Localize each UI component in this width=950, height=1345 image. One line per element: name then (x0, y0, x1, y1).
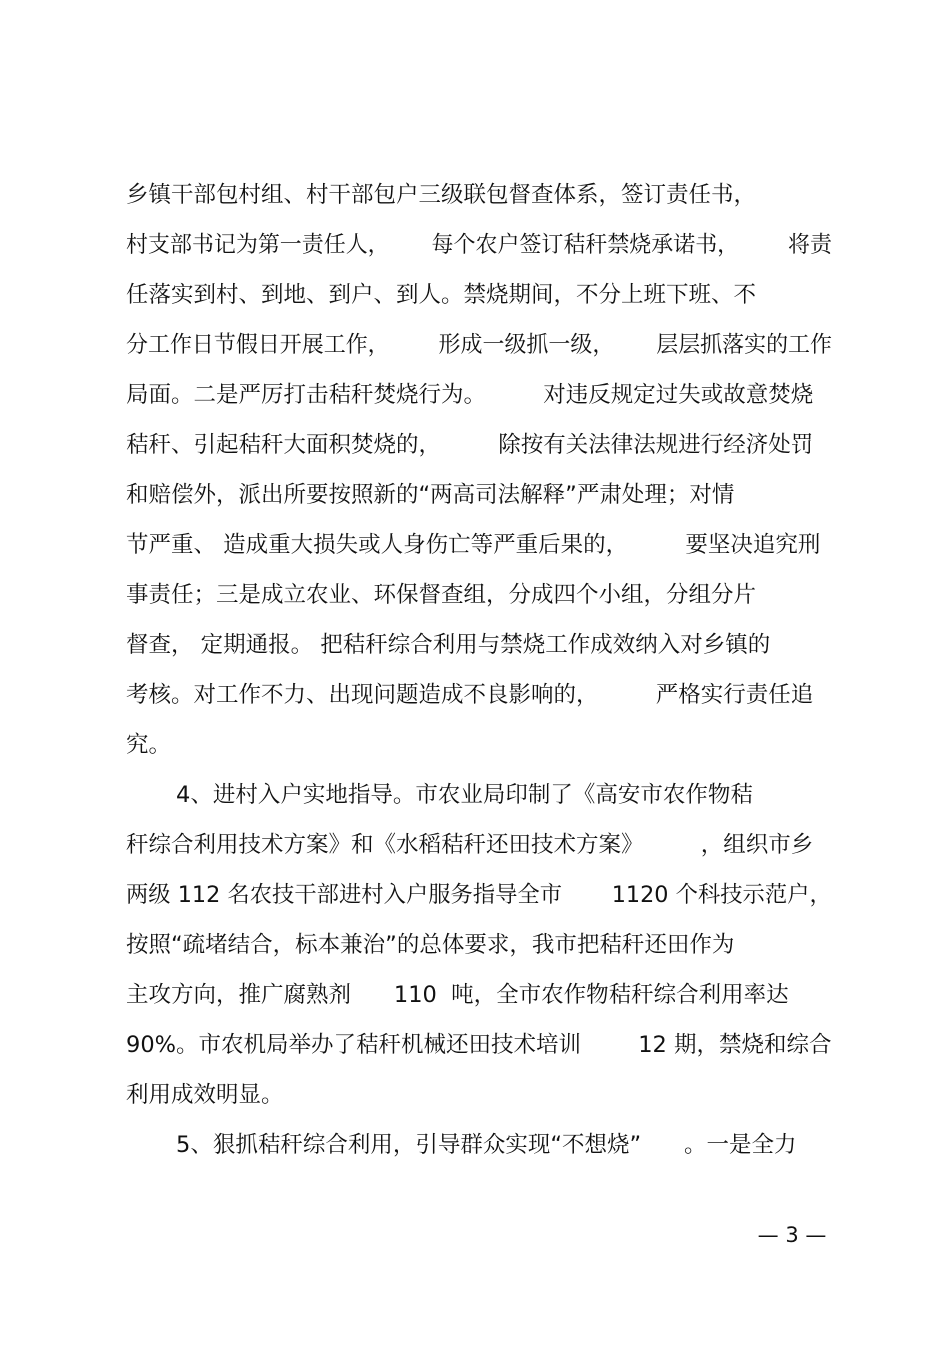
paragraph-first-line: 5、狠抓秸秆综合利用，引导群众实现“不想烧” 。一是全力 (176, 1132, 797, 1158)
text-line: 任落实到村、到地、到户、到人。禁烧期间，不分上班下班、不 (126, 282, 757, 308)
text-line: 分工作日节假日开展工作， 形成一级抓一级， 层层抓落实的工作 (126, 332, 832, 358)
text-line: 节严重、 造成重大损失或人身伤亡等严重后果的， 要坚决追究刑 (126, 532, 821, 558)
text-line: 乡镇干部包村组、村干部包户三级联包督查体系，签订责任书， (126, 182, 757, 208)
text-line: 两级 112 名农技干部进村入户服务指导全市 1120 个科技示范户， (126, 882, 832, 908)
text-line: 考核。对工作不力、出现问题造成不良影响的， 严格实行责任追 (126, 682, 814, 708)
text-line: 利用成效明显。 (126, 1082, 284, 1108)
text-line: 督查， 定期通报。 把秸秆综合利用与禁烧工作成效纳入对乡镇的 (126, 632, 771, 658)
paragraph-first-line: 4、进村入户实地指导。市农业局印制了《高安市农作物秸 (176, 782, 753, 808)
text-line: 90%。市农机局举办了秸秆机械还田技术培训 12 期，禁烧和综合 (126, 1032, 832, 1058)
text-line: 秆综合利用技术方案》和《水稻秸秆还田技术方案》 ，组织市乡 (126, 832, 814, 858)
text-line: 秸秆、引起秸秆大面积焚烧的， 除按有关法律法规进行经济处罚 (126, 432, 814, 458)
text-line: 村支部书记为第一责任人， 每个农户签订秸秆禁烧承诺书， 将责 (126, 232, 832, 258)
text-line: 主攻方向，推广腐熟剂 110 吨，全市农作物秸秆综合利用率达 (126, 982, 789, 1008)
text-line: 和赔偿外，派出所要按照新的“两高司法解释”严肃处理；对情 (126, 482, 735, 508)
text-line: 事责任；三是成立农业、环保督查组，分成四个小组，分组分片 (126, 582, 757, 608)
text-line: 究。 (126, 732, 172, 758)
text-line: 按照“疏堵结合，标本兼治”的总体要求，我市把秸秆还田作为 (126, 932, 735, 958)
page-number: — 3 — (757, 1223, 827, 1247)
text-line: 局面。二是严厉打击秸秆焚烧行为。 对违反规定过失或故意焚烧 (126, 382, 814, 408)
